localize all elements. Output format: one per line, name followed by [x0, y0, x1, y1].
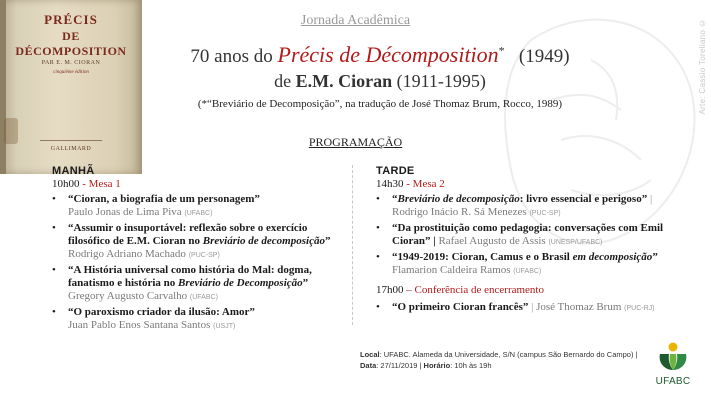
- list-item: [52, 264, 352, 304]
- speaker-institution: (UNESP/UFABC): [548, 239, 603, 246]
- morning-heading: MANHÃ: [52, 165, 95, 177]
- list-item: [52, 193, 352, 220]
- book-title-line3: DE DÉCOMPOSITION: [15, 29, 127, 58]
- closing-talk-title: “O primeiro Cioran francês”: [392, 301, 529, 313]
- list-item: • “Breviário de decomposição: livro essencial e perigoso” | Rodrigo Inácio R. Sá Menezes (PUC-SP): [376, 193, 653, 218]
- list-item: • “O primeiro Cioran francês” | José Thomaz Brum (PUC-RJ): [376, 301, 655, 313]
- date-value: : 27/11/2019 |: [376, 361, 422, 370]
- bullet-icon: •: [52, 193, 56, 205]
- title-work: Précis de Décomposition: [277, 42, 499, 67]
- book-title-line1: PRÉCIS: [44, 12, 98, 27]
- list-item: [376, 251, 676, 278]
- translation-note: (*“Breviário de Decomposição”, na tradução de José Thomaz Brum, Rocco, 1989): [197, 98, 563, 110]
- closing-session-time: 17h00 – Conferência de encerramento: [376, 284, 544, 296]
- column-divider: [352, 165, 353, 325]
- speaker-name: Rafael Augusto de Assis: [438, 235, 546, 247]
- speaker-institution: (PUC-RJ): [624, 305, 655, 312]
- closing-talk-list: [376, 301, 676, 315]
- morning-talk-list: [52, 193, 352, 333]
- date-label: Data: [360, 361, 377, 370]
- speaker-name: Rodrigo Inácio R. Sá Menezes: [392, 206, 527, 218]
- local-value: : UFABC. Alameda da Universidade, S/N (campus São Bernardo do Campo) |: [379, 350, 638, 359]
- speaker-institution: (USJT): [213, 323, 236, 330]
- speaker-institution: (PUC-SP): [188, 252, 220, 259]
- ufabc-logo: [648, 340, 698, 395]
- author-name: E.M. Cioran: [295, 71, 393, 91]
- talk-title: “O paroxismo criador da ilusão: Amor”: [68, 306, 255, 318]
- speaker-institution: (UFABC): [184, 210, 213, 217]
- mesa-label: - Mesa 2: [406, 178, 445, 190]
- talk-title: “Da prostituição como pedagogia: conversações com Emil Cioran”: [392, 222, 664, 247]
- title-mark: *: [498, 43, 505, 58]
- author-years: (1911-1995): [396, 71, 486, 91]
- time-value: : 10h às 19h: [450, 361, 492, 370]
- mesa-label: - Mesa 1: [82, 178, 121, 190]
- author-line: [130, 71, 630, 92]
- book-publisher: GALLIMARD: [50, 146, 92, 152]
- afternoon-session-time: 14h30 - Mesa 2: [376, 178, 445, 190]
- bullet-icon: •: [376, 251, 380, 263]
- page-title: [130, 42, 630, 68]
- talk-title: “Cioran, a biografia de um personagem”: [68, 193, 260, 205]
- speaker-institution: (PUC-SP): [529, 210, 561, 217]
- bullet-icon: •: [52, 306, 56, 318]
- speaker-name: José Thomaz Brum: [536, 301, 622, 313]
- book-author: PAR E. M. CIORAN: [41, 60, 101, 66]
- bullet-icon: •: [52, 264, 56, 276]
- speaker-institution: (UFABC): [189, 294, 218, 301]
- list-item: • “Da prostituição como pedagogia: conversações com Emil Cioran” | Rafael Augusto de Assis (UNESP/UFABC): [376, 222, 664, 247]
- ufabc-logo-text: UFABC: [655, 376, 691, 387]
- speaker-name: Flamarion Caldeira Ramos: [392, 264, 511, 276]
- talk-title: “1949-2019: Cioran, Camus e o Brasil em decomposição”: [392, 251, 658, 263]
- talk-title: “A História universal como história do Mal: dogma, fanatismo e história no Breviário de Decomposição”: [68, 264, 312, 289]
- title-year: (1949): [518, 46, 570, 67]
- talk-title: “Assumir o insuportável: reflexão sobre o exercício filosófico de E.M. Cioran no Breviário de decomposição”: [68, 222, 331, 247]
- time-label: Horário: [423, 361, 451, 370]
- bullet-icon: •: [376, 193, 380, 205]
- local-label: Local: [360, 350, 380, 359]
- art-credit: Arte: Cassio Toreliano ©: [698, 18, 707, 115]
- bullet-icon: •: [52, 222, 56, 234]
- bullet-icon: •: [376, 301, 380, 313]
- morning-column: [52, 165, 352, 333]
- morning-session-time: 10h00 - Mesa 1: [52, 178, 121, 190]
- author-prefix: de: [274, 71, 292, 91]
- afternoon-column: [376, 165, 676, 315]
- event-heading: Jornada Acadêmica: [300, 13, 411, 28]
- speaker-name: Gregory Augusto Carvalho: [68, 290, 188, 302]
- talk-title: “Breviário de decomposição: livro essencial e perigoso”: [392, 193, 648, 205]
- afternoon-heading: TARDE: [376, 165, 415, 177]
- book-edition: cinquième édition: [53, 70, 89, 75]
- speaker-name: Paulo Jonas de Lima Piva: [68, 206, 182, 218]
- bullet-icon: •: [376, 222, 380, 234]
- list-item: [52, 306, 352, 333]
- ufabc-logo-icon: [648, 340, 698, 376]
- programme-heading: PROGRAMAÇÃO: [308, 135, 403, 149]
- speaker-name: Rodrigo Adriano Machado: [68, 248, 186, 260]
- list-item: [52, 222, 352, 262]
- event-info-footer: [360, 349, 650, 371]
- afternoon-talk-list: [376, 193, 676, 278]
- title-prefix: 70 anos do: [190, 46, 273, 67]
- speaker-institution: (UFABC): [513, 268, 542, 275]
- speaker-name: Juan Pablo Enos Santana Santos: [68, 319, 211, 331]
- closing-label: – Conferência de encerramento: [406, 284, 544, 296]
